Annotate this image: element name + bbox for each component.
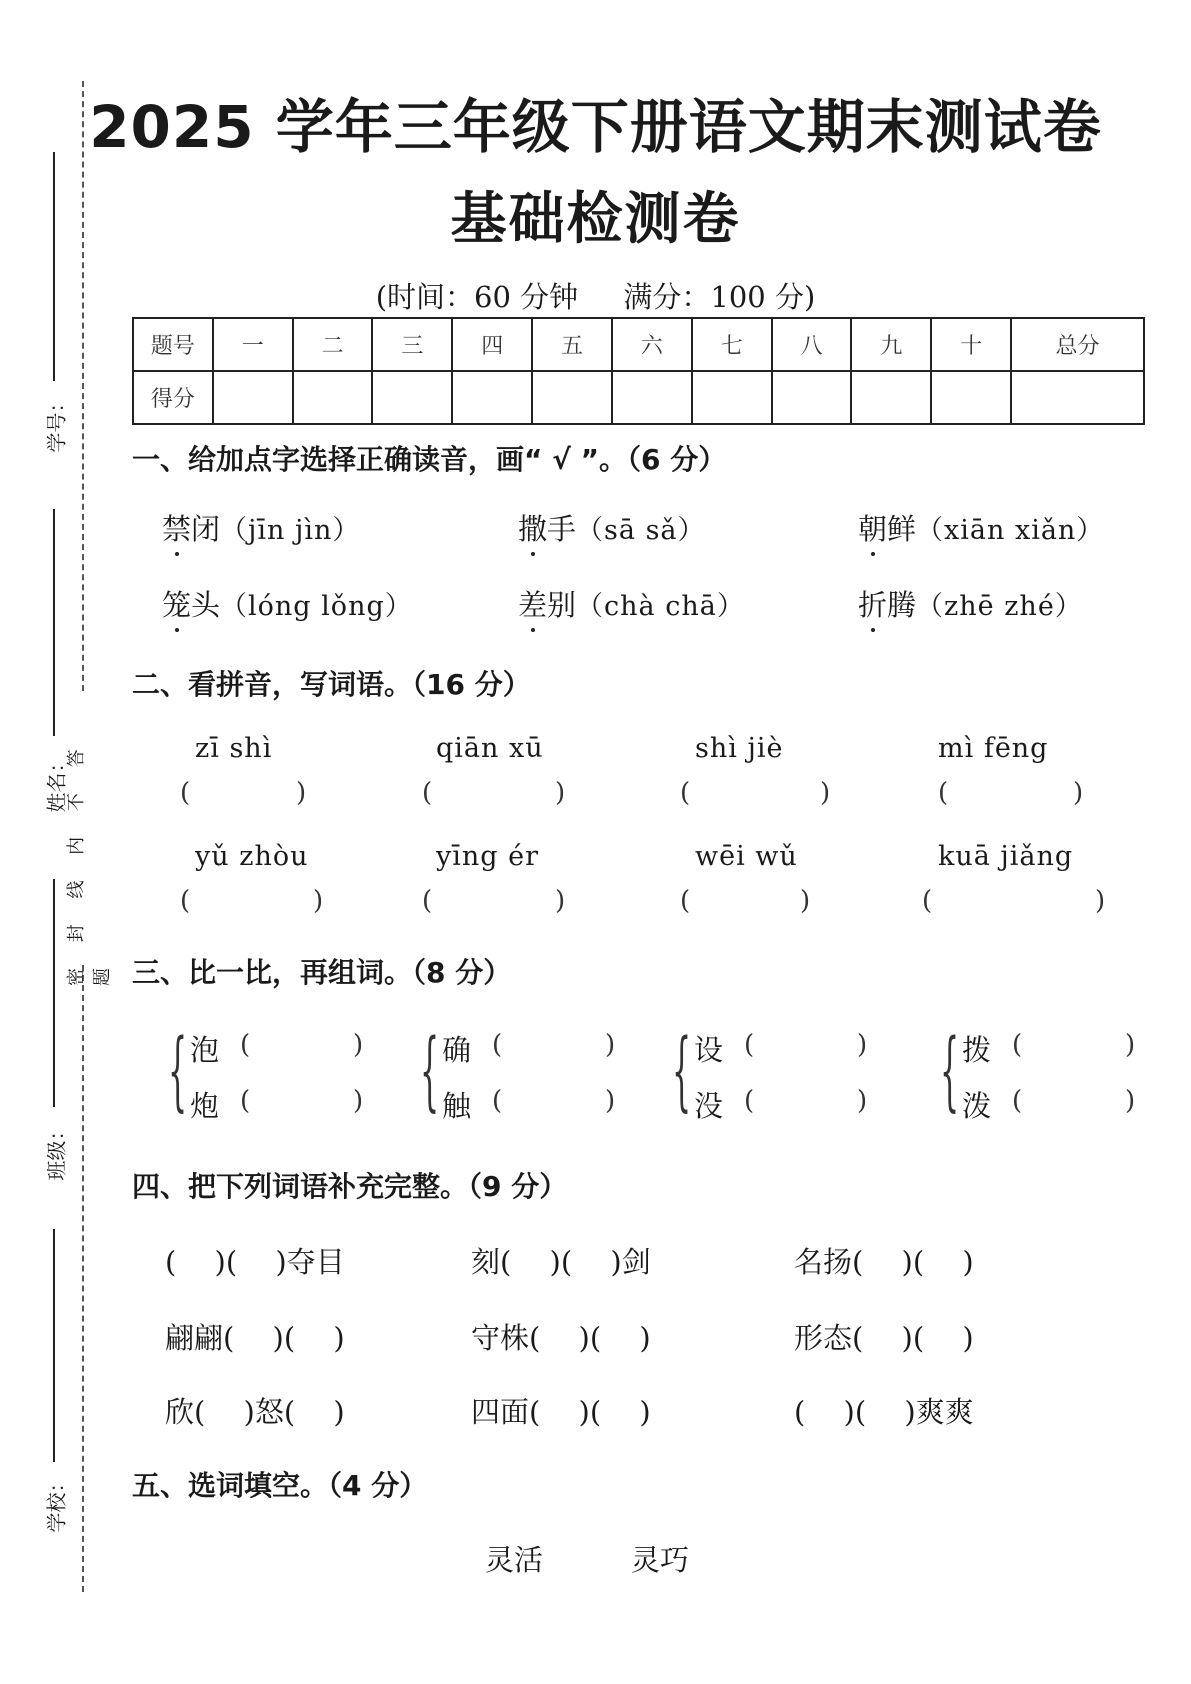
- score-cell: 得分: [133, 371, 213, 424]
- answer-paren-close[interactable]: ): [605, 1086, 616, 1116]
- score-blank[interactable]: [532, 371, 612, 424]
- brace: {: [672, 1021, 692, 1121]
- section-2-heading: 二、看拼音，写词语。（16 分）: [132, 668, 531, 701]
- idiom-fill-item[interactable]: 名扬( )( ): [794, 1245, 974, 1279]
- score-cell: 二: [293, 318, 373, 371]
- school-line: [53, 1229, 55, 1462]
- answer-paren-close[interactable]: ): [353, 1086, 364, 1116]
- score-blank[interactable]: [452, 371, 532, 424]
- compare-character: 拨: [962, 1033, 992, 1067]
- class-label: 班级：: [44, 1120, 69, 1181]
- answer-paren-close[interactable]: ): [296, 778, 307, 808]
- answer-paren-open[interactable]: (: [180, 886, 191, 916]
- section-4-heading: 四、把下列词语补充完整。（9 分）: [132, 1170, 568, 1203]
- answer-paren-open[interactable]: (: [422, 778, 433, 808]
- pinyin-options: （xiān xiǎn）: [916, 515, 1105, 546]
- character: 别: [547, 588, 577, 622]
- pronunciation-item: [162, 507, 360, 548]
- binding-dashed-line-top: [82, 81, 84, 691]
- idiom-fill-item[interactable]: ( )( )夺目: [165, 1245, 345, 1279]
- score-blank[interactable]: [213, 371, 293, 424]
- pinyin-options: （zhē zhé）: [916, 591, 1083, 622]
- pronunciation-item: [518, 507, 706, 548]
- answer-paren-open[interactable]: (: [680, 778, 691, 808]
- brace: {: [420, 1021, 440, 1121]
- answer-paren-open[interactable]: (: [938, 778, 949, 808]
- answer-paren-open[interactable]: (: [240, 1030, 251, 1060]
- answer-paren-open[interactable]: (: [922, 886, 933, 916]
- full-score: 满分：100 分): [623, 280, 816, 314]
- answer-paren-close[interactable]: ): [1125, 1030, 1136, 1060]
- character: 鲜: [887, 512, 917, 546]
- answer-paren-open[interactable]: (: [744, 1086, 755, 1116]
- pinyin-prompt: kuā jiǎng: [938, 841, 1074, 872]
- idiom-fill-item[interactable]: ( )( )爽爽: [794, 1395, 974, 1429]
- idiom-fill-item[interactable]: 守株( )( ): [471, 1321, 651, 1355]
- answer-paren-open[interactable]: (: [1012, 1086, 1023, 1116]
- compare-character: 炮: [190, 1089, 220, 1123]
- answer-paren-open[interactable]: (: [240, 1086, 251, 1116]
- answer-paren-close[interactable]: ): [1125, 1086, 1136, 1116]
- answer-paren-open[interactable]: (: [680, 886, 691, 916]
- idiom-fill-item[interactable]: 翩翩( )( ): [165, 1321, 345, 1355]
- exam-subtitle: 基础检测卷: [450, 187, 741, 252]
- pronunciation-item: [518, 583, 745, 624]
- name-line: [53, 509, 55, 736]
- character: 手: [547, 512, 577, 546]
- score-table-header-row: [133, 318, 1144, 371]
- pinyin-prompt: zī shì: [195, 733, 273, 764]
- score-cell: 总分: [1011, 318, 1144, 371]
- answer-paren-close[interactable]: ): [800, 886, 811, 916]
- section-3-heading: 三、比一比，再组词。（8 分）: [132, 956, 512, 989]
- answer-paren-close[interactable]: ): [857, 1030, 868, 1060]
- student-no-label: 学号：: [44, 392, 69, 453]
- pinyin-options: （jīn jìn）: [220, 515, 361, 546]
- score-blank[interactable]: [931, 371, 1011, 424]
- pinyin-prompt: yǔ zhòu: [195, 841, 309, 872]
- score-cell: 九: [851, 318, 931, 371]
- idiom-fill-item[interactable]: 形态( )( ): [794, 1321, 974, 1355]
- pinyin-prompt: shì jiè: [695, 733, 784, 764]
- answer-paren-open[interactable]: (: [744, 1030, 755, 1060]
- brace: {: [940, 1021, 960, 1121]
- score-cell: 七: [692, 318, 772, 371]
- score-blank[interactable]: [372, 371, 452, 424]
- answer-paren-open[interactable]: (: [492, 1086, 503, 1116]
- answer-paren-open[interactable]: (: [492, 1030, 503, 1060]
- dotted-character: 差: [518, 583, 547, 624]
- name-label: 姓名：: [44, 752, 69, 813]
- answer-paren-close[interactable]: ): [605, 1030, 616, 1060]
- exam-title: 2025 学年三年级下册语文期末测试卷: [89, 93, 1102, 161]
- dotted-character: 禁: [162, 507, 191, 548]
- section-1-heading: 一、给加点字选择正确读音，画“ √ ”。（6 分）: [132, 443, 727, 476]
- answer-paren-close[interactable]: ): [1073, 778, 1084, 808]
- pinyin-prompt: yīng ér: [436, 841, 540, 872]
- pinyin-options: （lóng lǒng）: [220, 591, 413, 622]
- binding-dashed-line-bottom: [82, 965, 84, 1592]
- pinyin-options: （chà chā）: [576, 591, 745, 622]
- score-cell: 五: [532, 318, 612, 371]
- answer-paren-close[interactable]: ): [857, 1086, 868, 1116]
- score-cell: 题号: [133, 318, 213, 371]
- compare-character: 确: [442, 1033, 472, 1067]
- pronunciation-item: [858, 583, 1083, 624]
- score-cell: 三: [372, 318, 452, 371]
- answer-paren-open[interactable]: (: [180, 778, 191, 808]
- score-table-score-row: [133, 371, 1144, 424]
- pinyin-prompt: mì fēng: [938, 733, 1049, 764]
- word-choice: 灵巧: [631, 1543, 690, 1577]
- idiom-fill-item[interactable]: 刻( )( )剑: [471, 1245, 651, 1279]
- answer-paren-close[interactable]: ): [555, 886, 566, 916]
- score-blank[interactable]: [851, 371, 931, 424]
- score-cell: 十: [931, 318, 1011, 371]
- character: 腾: [887, 588, 917, 622]
- score-cell: 八: [772, 318, 852, 371]
- pinyin-options: （sā sǎ）: [576, 515, 706, 546]
- pinyin-prompt: wēi wǔ: [695, 841, 798, 872]
- answer-paren-close[interactable]: ): [555, 778, 566, 808]
- score-blank[interactable]: [692, 371, 772, 424]
- answer-paren-close[interactable]: ): [1095, 886, 1106, 916]
- answer-paren-open[interactable]: (: [422, 886, 433, 916]
- word-choice: 灵活: [485, 1543, 544, 1577]
- compare-character: 泼: [962, 1089, 992, 1123]
- score-blank[interactable]: [612, 371, 692, 424]
- score-cell: 一: [213, 318, 293, 371]
- score-blank[interactable]: [293, 371, 373, 424]
- character: 闭: [191, 512, 221, 546]
- dotted-character: 朝: [858, 507, 887, 548]
- dotted-character: 笼: [162, 583, 191, 624]
- compare-character: 触: [442, 1089, 472, 1123]
- time-limit: (时间：60 分钟: [375, 280, 579, 314]
- answer-paren-close[interactable]: ): [820, 778, 831, 808]
- compare-character: 设: [694, 1033, 724, 1067]
- seal-line-notice: 密 封 线 内 不 答 题: [66, 739, 113, 986]
- score-table: [132, 317, 1145, 425]
- answer-paren-close[interactable]: ): [313, 886, 324, 916]
- score-blank[interactable]: [1011, 371, 1144, 424]
- compare-character: 没: [694, 1089, 724, 1123]
- idiom-fill-item[interactable]: 欣( )怒( ): [165, 1395, 345, 1429]
- score-blank[interactable]: [772, 371, 852, 424]
- score-cell: 六: [612, 318, 692, 371]
- exam-info: [0, 275, 1191, 316]
- pronunciation-item: [162, 583, 413, 624]
- dotted-character: 撒: [518, 507, 547, 548]
- answer-paren-close[interactable]: ): [353, 1030, 364, 1060]
- pinyin-prompt: qiān xū: [436, 733, 544, 764]
- answer-paren-open[interactable]: (: [1012, 1030, 1023, 1060]
- compare-character: 泡: [190, 1033, 220, 1067]
- class-line: [53, 879, 55, 1107]
- dotted-character: 折: [858, 583, 887, 624]
- brace: {: [168, 1021, 188, 1121]
- idiom-fill-item[interactable]: 四面( )( ): [471, 1395, 651, 1429]
- section-5-heading: 五、选词填空。（4 分）: [132, 1469, 428, 1502]
- score-cell: 四: [452, 318, 532, 371]
- pronunciation-item: [858, 507, 1104, 548]
- school-label: 学校：: [44, 1472, 69, 1533]
- character: 头: [191, 588, 221, 622]
